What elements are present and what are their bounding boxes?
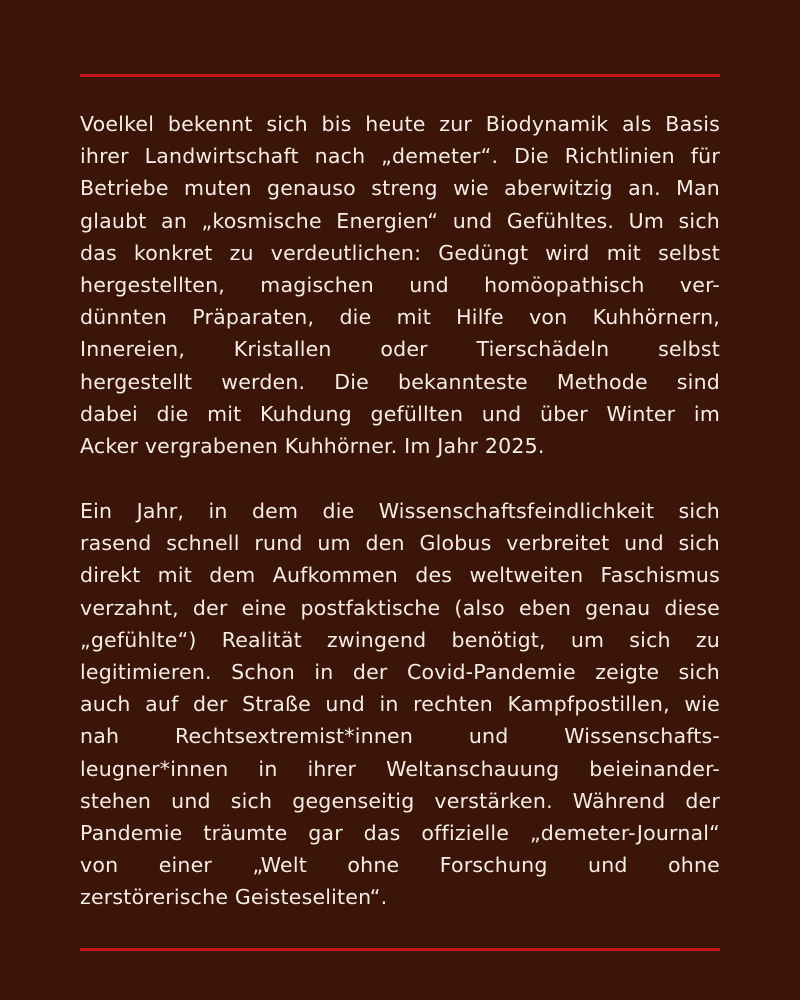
text-line: „gefühlte“) Realität zwingend benötigt, um sich zu	[80, 627, 720, 652]
top-divider	[80, 74, 720, 77]
text-line: dünnten Präparaten, die mit Hilfe von Kuhhörnern,	[80, 305, 720, 330]
text-line: dabei die mit Kuhdung gefüllten und über Winter im	[80, 401, 720, 426]
text-line: Ein Jahr, in dem die Wissenschaftsfeindlichkeit sich	[80, 499, 720, 524]
text-line: ihrer Landwirtschaft nach „demeter“. Die Richtlinien für	[80, 144, 720, 169]
text-line: legitimieren. Schon in der Covid-Pandemie zeigte sich	[80, 660, 720, 684]
text-line: zerstörerische Geisteseliten“.	[80, 885, 388, 910]
bottom-divider	[80, 948, 720, 951]
text-line: Acker vergrabenen Kuhhörner. Im Jahr 2025.	[80, 433, 545, 458]
text-line: stehen und sich gegenseitig verstärken. Während der	[80, 788, 720, 813]
text-line: verzahnt, der eine postfaktische (also eben genau diese	[80, 595, 720, 620]
text-line: Innereien, Kristallen oder Tierschädeln selbst	[80, 337, 720, 362]
text-line: Pandemie träumte gar das offizielle „demeter-Journal“	[80, 820, 720, 845]
article-body	[80, 108, 720, 914]
text-line: von einer „Welt ohne Forschung und ohne	[80, 853, 720, 878]
paragraph-gap	[80, 462, 720, 495]
text-line: hergestellten, magischen und homöopathisch ver-	[80, 272, 720, 297]
paragraph-2	[80, 495, 720, 913]
text-line: das konkret zu verdeutlichen: Gedüngt wird mit selbst	[80, 240, 720, 265]
text-line: Betriebe muten genauso streng wie aberwitzig an. Man	[80, 176, 720, 201]
text-line: leugner*innen in ihrer Weltanschauung beieinander-	[80, 756, 720, 781]
text-line: direkt mit dem Aufkommen des weltweiten Faschismus	[80, 563, 720, 588]
text-line: nah Rechtsextremist*innen und Wissenschafts-	[80, 724, 720, 749]
paragraph-1	[80, 108, 720, 462]
text-line: rasend schnell rund um den Globus verbreitet und sich	[80, 531, 720, 556]
text-line: hergestellt werden. Die bekannteste Methode sind	[80, 369, 720, 394]
text-line: auch auf der Straße und in rechten Kampfpostillen, wie	[80, 692, 720, 717]
text-line: Voelkel bekennt sich bis heute zur Biodynamik als Basis	[80, 112, 720, 136]
text-line: glaubt an „kosmische Energien“ und Gefühltes. Um sich	[80, 208, 720, 233]
